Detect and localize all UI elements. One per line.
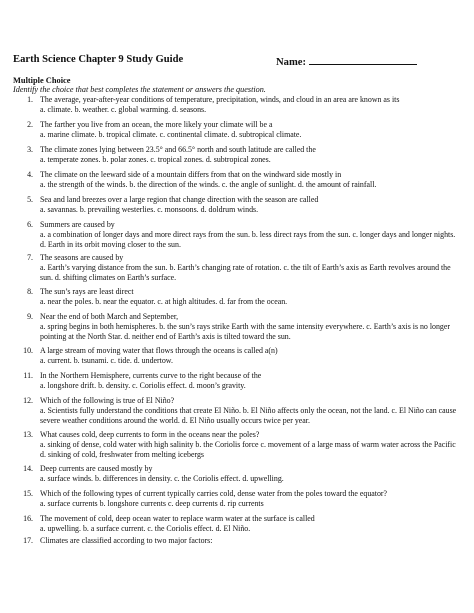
- question-stem: The farther you live from an ocean, the more likely your climate will be a: [40, 120, 273, 129]
- question-number: 17.: [23, 536, 33, 545]
- question-number: 2.: [27, 120, 33, 129]
- question-number: 5.: [27, 195, 33, 204]
- answer-choices: a. near the poles. b. near the equator. c. at high altitudes. d. far from the ocean.: [40, 297, 288, 307]
- document-title: Earth Science Chapter 9 Study Guide: [13, 54, 184, 65]
- question-number: 15.: [23, 489, 33, 498]
- answer-choices: a. spring begins in both hemispheres. b. the sun’s rays strike Earth with the same intensity everywhere. c. Earth’s axis is no longer pointing at the North Star. d. neither end of Earth’s axis is tilted toward the sun.: [40, 322, 451, 342]
- question-stem: In the Northern Hemisphere, currents curve to the right because of the: [40, 371, 262, 380]
- name-label: Name:: [276, 57, 307, 68]
- answer-choices: a. Earth’s varying distance from the sun. b. Earth’s changing rate of rotation. c. the tilt of Earth’s axis as Earth revolves around the sun. d. shifting climates on Earth’s surface.: [40, 263, 451, 283]
- answer-choices: a. Scientists fully understand the conditions that create El Niño. b. El Niño affects only the ocean, not the land. c. El Niño can cause severe weather conditions around the world. d. El Niño usually occurs twice per year.: [40, 406, 457, 426]
- question-number: 11.: [23, 371, 33, 380]
- question-stem: The sun’s rays are least direct: [40, 287, 134, 296]
- answer-choices: a. a combination of longer days and more direct rays from the sun. b. less direct rays from the sun. c. longer days and longer nights. d. Earth in its orbit moving closer to the sun.: [40, 230, 456, 250]
- question-number: 12.: [23, 396, 33, 405]
- answer-choices: a. surface currents b. longshore currents c. deep currents d. rip currents: [40, 499, 264, 509]
- question-stem: The climate zones lying between 23.5° and 66.5° north and south latitude are called the: [40, 145, 316, 154]
- answer-choices: a. temperate zones. b. polar zones. c. tropical zones. d. subtropical zones.: [40, 155, 271, 165]
- question-stem: Which of the following types of current typically carries cold, dense water from the poles toward the equator?: [40, 489, 388, 498]
- question-number: 6.: [27, 220, 33, 229]
- question-stem: Near the end of both March and September,: [40, 312, 179, 321]
- answer-choices: a. upwelling. b. a surface current. c. the Coriolis effect. d. El Niño.: [40, 524, 251, 534]
- question-number: 14.: [23, 464, 33, 473]
- question-stem: Which of the following is true of El Niño?: [40, 396, 175, 405]
- question-stem: The average, year-after-year conditions of temperature, precipitation, winds, and cloud in an area are known as its: [40, 95, 400, 104]
- document-header: [13, 54, 463, 70]
- question-stem: The movement of cold, deep ocean water to replace warm water at the surface is called: [40, 514, 315, 523]
- question-number: 3.: [27, 145, 33, 154]
- question-number: 8.: [27, 287, 33, 296]
- answer-choices: a. climate. b. weather. c. global warming. d. seasons.: [40, 105, 207, 115]
- answer-choices: a. sinking of dense, cold water with high salinity b. the Coriolis force c. movement of a large mass of warm water across the Pacific d. sinking of cold, freshwater from melting icebergs: [40, 440, 456, 460]
- question-number: 1.: [27, 95, 33, 104]
- question-stem: A large stream of moving water that flows through the oceans is called a(n): [40, 346, 278, 355]
- section-instructions: Identify the choice that best completes the statement or answers the question.: [13, 85, 266, 94]
- section-title: Multiple Choice: [13, 76, 71, 85]
- question-number: 13.: [23, 430, 33, 439]
- question-stem: The climate on the leeward side of a mountain differs from that on the windward side mostly in: [40, 170, 342, 179]
- question-stem: Sea and land breezes over a large region that change direction with the season are called: [40, 195, 319, 204]
- answer-choices: a. marine climate. b. tropical climate. c. continental climate. d. subtropical climate.: [40, 130, 302, 140]
- question-number: 7.: [27, 253, 33, 262]
- question-stem: Deep currents are caused mostly by: [40, 464, 153, 473]
- question-number: 9.: [27, 312, 33, 321]
- name-blank-line: [309, 54, 417, 65]
- answer-choices: a. current. b. tsunami. c. tide. d. undertow.: [40, 356, 173, 366]
- answer-choices: a. the strength of the winds. b. the direction of the winds. c. the angle of sunlight. d. the amount of rainfall.: [40, 180, 377, 190]
- question-number: 10.: [23, 346, 33, 355]
- question-stem: Climates are classified according to two major factors:: [40, 536, 213, 545]
- answer-choices: a. longshore drift. b. density. c. Coriolis effect. d. moon’s gravity.: [40, 381, 246, 391]
- question-number: 16.: [23, 514, 33, 523]
- answer-choices: a. savannas. b. prevailing westerlies. c. monsoons. d. doldrum winds.: [40, 205, 259, 215]
- question-stem: Summers are caused by: [40, 220, 115, 229]
- name-field: [276, 54, 417, 68]
- question-stem: What causes cold, deep currents to form in the oceans near the poles?: [40, 430, 260, 439]
- question-number: 4.: [27, 170, 33, 179]
- answer-choices: a. surface winds. b. differences in density. c. the Coriolis effect. d. upwelling.: [40, 474, 284, 484]
- question-stem: The seasons are caused by: [40, 253, 124, 262]
